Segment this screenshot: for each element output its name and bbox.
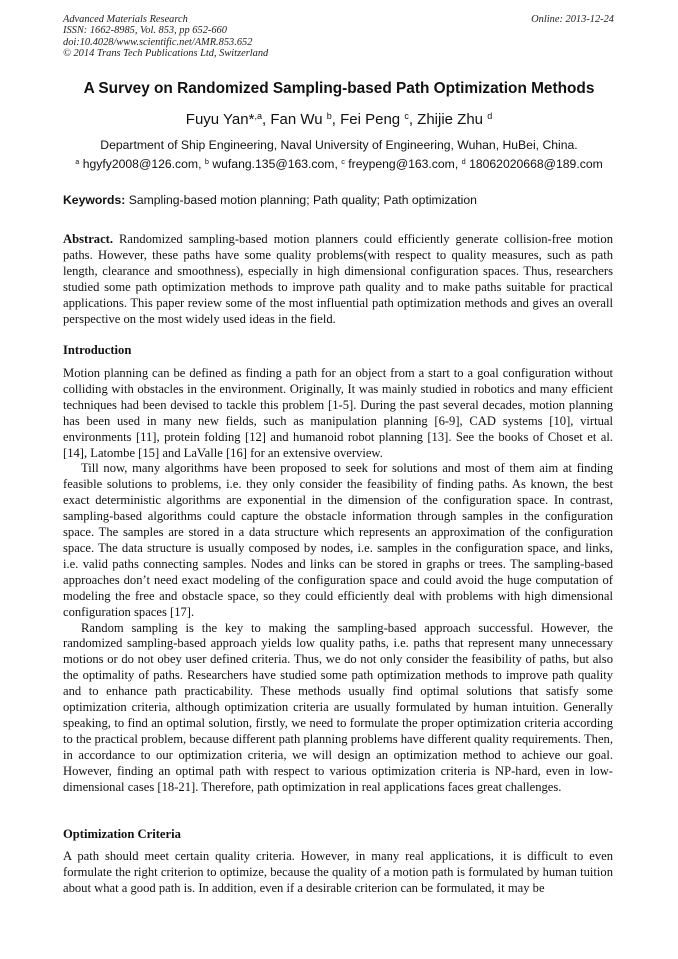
abstract <box>63 232 613 327</box>
optimization-criteria-body <box>63 849 613 897</box>
author-superscript: c <box>404 111 409 122</box>
author-superscript: b <box>326 111 332 122</box>
keywords <box>63 193 477 207</box>
email-superscript: a <box>75 156 80 166</box>
author-name: Fei Peng <box>340 111 405 128</box>
email-address: freypeng@163.com, <box>344 157 462 171</box>
email-address: 18062020668@189.com <box>465 157 603 171</box>
section-heading-introduction: Introduction <box>63 343 132 357</box>
introduction-body <box>63 366 613 795</box>
author-superscript: d <box>487 111 493 122</box>
email-superscript: d <box>461 156 466 166</box>
paragraph: A path should meet certain quality criteria. However, in many real applications, it is difficult to even formulate the right criterion to optimize, because the quality of a motion path is formulated by human tuition about what a good path is. In addition, even if a desirable criterion can be formulated, it may be <box>63 849 613 895</box>
online-date: Online: 2013-12-24 <box>531 14 614 25</box>
keywords-text: Sampling-based motion planning; Path quality; Path optimization <box>125 193 477 207</box>
paragraph: Till now, many algorithms have been proposed to seek for solutions and most of them aim at finding feasible solutions to problems, i.e. they only consider the feasibility of finding paths. As known, the best exact deterministic algorithms are exponential in the dimension of the configuration space. In contrast, sampling-based algorithms could capture the obstacle information through samples in the configuration space. The samples are stored in a data structure which represents an approximation of the configuration space. The data structure is usually composed by nodes, i.e. samples in the configuration space, and links, i.e. valid paths connecting samples. Nodes and links can be stored in graphs or trees. The sampling-based approaches don’t need exact modeling of the configuration space and could avoid the huge computation of modeling the free and obstacle space, so they could efficiently deal with problems with high dimensional configuration spaces [17]. <box>63 461 613 619</box>
paper-title: A Survey on Randomized Sampling-based Path Optimization Methods <box>83 80 595 97</box>
affiliation: Department of Ship Engineering, Naval University of Engineering, Wuhan, HuBei, China. <box>100 138 578 152</box>
journal-issn: ISSN: 1662-8985, Vol. 853, pp 652-660 <box>63 25 227 37</box>
email-address: hgyfy2008@126.com, <box>79 157 205 171</box>
keywords-label: Keywords: <box>63 193 126 207</box>
section-heading-optimization-criteria: Optimization Criteria <box>63 827 181 841</box>
author-list: Fuyu Yan*$^{,a}$, Fan Wu $^b$, Fei Peng $^c$, Zhijie Zhu $^d$ <box>185 111 493 128</box>
email-address: wufang.135@163.com, <box>208 157 342 171</box>
email-superscript: b <box>204 156 209 166</box>
journal-doi: doi:10.4028/www.scientific.net/AMR.853.652 <box>63 36 253 48</box>
journal-header <box>63 14 268 59</box>
abstract-label: Abstract. <box>63 232 114 246</box>
paragraph: Motion planning can be defined as finding a path for an object from a start to a goal configuration without colliding with obstacles in the environment. Originally, It was mainly studied in robotics and many efficient techniques had been devised to tackle this problem [1-5]. During the past several decades, motion planning has been used in many new fields, such as manipulation planning [6-9], CAD systems [10], virtual environments [11], protein folding [12] and humanoid robot planning [13]. See the books of Choset et al. [14], Latombe [15] and LaValle [16] for an extensive overview. <box>63 366 613 460</box>
author-name: Zhijie Zhu <box>417 111 488 128</box>
paragraph: Random sampling is the key to making the sampling-based approach successful. However, the randomized sampling-based approach yields low quality paths, i.e. paths that represent many unnecessary motions or do not obey user defined criteria. Thus, we do not only consider the feasibility of paths, but also the optimality of paths. Researchers have studied some path optimization methods to improve path quality and to enhance path practicability. These methods usually find optimal solutions that satisfy some optimization criteria, although optimization criteria are usually formulated by human intuition. Generally speaking, to find an optimal solution, firstly, we need to formulate the proper optimization criteria according to the practical problem, because different path planning problems have different quality requirements. Then, in accordance to our optimization criteria, we will design an optimization method to achieve our goal. However, finding an optimal path with respect to various optimization criteria is NP-hard, even in low-dimensional cases [18-21]. Therefore, path optimization in real applications faces great challenges. <box>63 620 613 794</box>
author-name: Fan Wu <box>270 111 327 128</box>
abstract-text: Randomized sampling-based motion planners could efficiently generate collision-free motion paths. However, these paths have some quality problems(with respect to quality measures, such as path length, clearance and smoothness), especially in high dimensional configuration spaces. Thus, researchers studied some path optimization methods to improve path quality and to make paths suitable for practical applications. This paper review some of the most influential path optimization methods and gives an overall perspective on the most widely used ideas in the field. <box>63 232 613 326</box>
author-superscript: ,a <box>254 111 262 122</box>
author-name: Fuyu Yan* <box>185 111 255 128</box>
journal-name: Advanced Materials Research <box>63 14 188 25</box>
email-superscript: c <box>341 156 345 166</box>
journal-copyright: © 2014 Trans Tech Publications Ltd, Switzerland <box>63 47 269 59</box>
email-list <box>0 157 678 171</box>
